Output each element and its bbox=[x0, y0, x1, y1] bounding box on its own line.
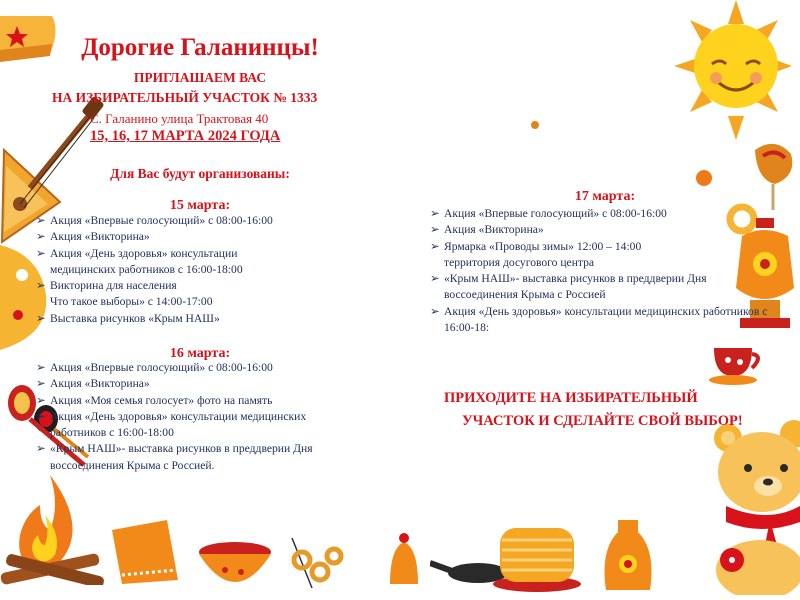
activity-item bbox=[430, 304, 767, 337]
activity-text: Ярмарка «Проводы зимы» 12:00 – 14:00 bbox=[444, 239, 642, 253]
activity-text: Акция «Впервые голосующий» с 08:00-16:00 bbox=[50, 214, 273, 227]
day-heading-16-march: 16 марта: bbox=[169, 346, 231, 361]
bagels-illustration bbox=[282, 538, 347, 593]
teacup-illustration bbox=[708, 340, 768, 390]
activity-item bbox=[36, 311, 273, 327]
activity-item bbox=[430, 206, 767, 222]
arrow-bullet-icon: ➢ bbox=[36, 442, 46, 456]
activity-text: Акция «День здоровья» консультации медицинских bbox=[50, 409, 307, 423]
activity-item bbox=[36, 360, 313, 376]
call-to-action-line-1: ПРИХОДИТЕ НА ИЗБИРАТЕЛЬНЫЙ bbox=[444, 390, 698, 406]
arrow-bullet-icon: ➢ bbox=[430, 239, 440, 253]
painted-vase-illustration bbox=[598, 520, 658, 595]
sun-illustration bbox=[660, 0, 800, 140]
day-heading-15-march: 15 марта: bbox=[169, 198, 231, 213]
arrow-bullet-icon: ➢ bbox=[36, 214, 46, 227]
activity-item bbox=[36, 441, 313, 474]
activity-text: «Крым НАШ»- выставка рисунков в преддверии Дня bbox=[444, 272, 707, 286]
activity-text: воссоединения Крыма с Россией bbox=[444, 288, 606, 302]
arrow-bullet-icon: ➢ bbox=[36, 361, 46, 374]
activity-item bbox=[36, 213, 273, 229]
arrow-bullet-icon: ➢ bbox=[36, 377, 46, 391]
day-17-activity-list bbox=[430, 206, 767, 336]
day-16-activity-list bbox=[36, 360, 313, 474]
activity-text: Акция «Впервые голосующий» с 08:00-16:00 bbox=[444, 207, 667, 220]
activity-item bbox=[430, 239, 767, 272]
arrow-bullet-icon: ➢ bbox=[430, 207, 440, 220]
arrow-bullet-icon: ➢ bbox=[36, 279, 46, 293]
day-15-activity-list bbox=[36, 213, 273, 327]
campfire-illustration bbox=[0, 475, 110, 585]
bowl-illustration bbox=[195, 540, 275, 590]
organized-label: Для Вас будут организованы: bbox=[110, 166, 290, 181]
red-dot-illustration bbox=[530, 120, 540, 130]
embroidered-towel-illustration bbox=[112, 520, 182, 590]
activity-text: Викторина для населения bbox=[50, 279, 177, 293]
bear-illustration bbox=[690, 410, 800, 595]
activity-text: работников с 16:00-18:00 bbox=[50, 426, 174, 440]
day-heading-17-march: 17 марта: bbox=[574, 189, 636, 204]
activity-text: Акция «День здоровья» консультации медицинских работников с bbox=[444, 304, 768, 318]
activity-item bbox=[36, 409, 313, 442]
activity-text: Акция «Моя семья голосует» фото на память bbox=[50, 393, 273, 407]
activity-item bbox=[430, 271, 767, 304]
address: С. Галанино улица Трактовая 40 bbox=[90, 111, 269, 126]
election-dates: 15, 16, 17 МАРТА 2024 ГОДА bbox=[90, 128, 281, 144]
activity-text: 16:00-18: bbox=[444, 321, 490, 335]
call-to-action-line-2: УЧАСТОК И СДЕЛАЙТЕ СВОЙ ВЫБОР! bbox=[462, 413, 743, 429]
activity-text: Выставка рисунков «Крым НАШ» bbox=[50, 311, 220, 325]
activity-text: Что такое выборы» с 14:00-17:00 bbox=[50, 295, 213, 309]
arrow-bullet-icon: ➢ bbox=[36, 393, 46, 407]
activity-text: воссоединения Крыма с Россией. bbox=[50, 458, 215, 472]
arrow-bullet-icon: ➢ bbox=[36, 230, 46, 244]
activity-item bbox=[36, 246, 273, 279]
activity-text: Акция «Впервые голосующий» с 08:00-16:00 bbox=[50, 361, 273, 374]
arrow-bullet-icon: ➢ bbox=[36, 409, 46, 423]
activity-item bbox=[36, 229, 273, 245]
pancake-stack-illustration bbox=[490, 518, 585, 593]
arrow-bullet-icon: ➢ bbox=[36, 246, 46, 260]
arrow-bullet-icon: ➢ bbox=[430, 304, 440, 318]
activity-item bbox=[36, 376, 313, 392]
activity-text: Акция «Викторина» bbox=[50, 230, 150, 244]
activity-text: Акция «Викторина» bbox=[444, 223, 544, 237]
arrow-bullet-icon: ➢ bbox=[36, 311, 46, 325]
activity-text: Акция «День здоровья» консультации bbox=[50, 246, 238, 260]
activity-item bbox=[430, 222, 767, 238]
activity-text: территория досугового центра bbox=[444, 255, 595, 269]
orange-dot-illustration bbox=[694, 168, 714, 188]
activity-text: медицинских работников с 16:00-18:00 bbox=[50, 262, 243, 276]
page-title: Дорогие Галанинцы! bbox=[81, 34, 319, 61]
arrow-bullet-icon: ➢ bbox=[430, 223, 440, 237]
arrow-bullet-icon: ➢ bbox=[430, 272, 440, 286]
activity-item bbox=[36, 393, 313, 409]
bell-illustration bbox=[382, 528, 427, 588]
activity-text: Акция «Викторина» bbox=[50, 377, 150, 391]
invitation-line-2: НА ИЗБИРАТЕЛЬНЫЙ УЧАСТОК № 1333 bbox=[52, 90, 318, 105]
invitation-line-1: ПРИГЛАШАЕМ ВАС bbox=[133, 70, 267, 85]
activity-text: «Крым НАШ»- выставка рисунков в преддверии Дня bbox=[50, 442, 313, 456]
activity-item bbox=[36, 278, 273, 311]
